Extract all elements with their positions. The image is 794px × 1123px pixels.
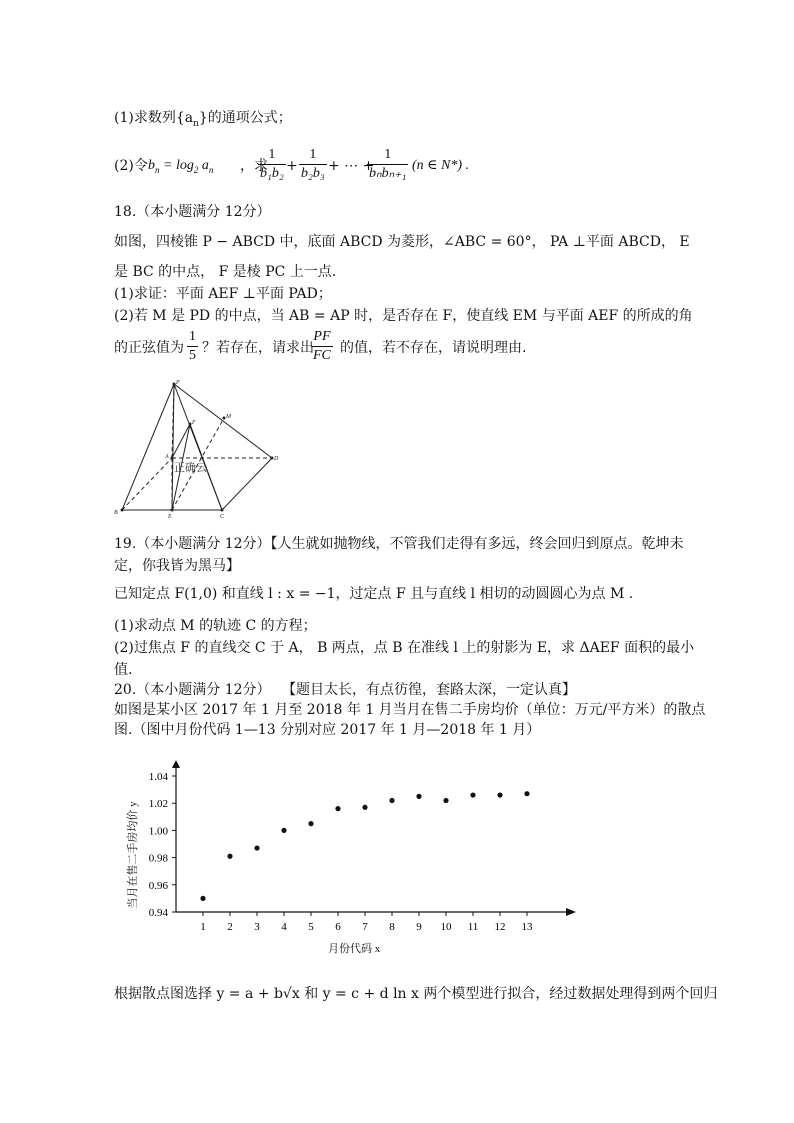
x-tick-label: 3 [254, 921, 260, 933]
label-m: M [226, 414, 231, 420]
label-f: F [192, 420, 196, 426]
label-e: E [168, 514, 172, 520]
q18-stem1: 如图，四棱锥 P − ABCD 中，底面 ABCD 为菱形，∠ABC = 60°， PA ⊥平面 ABCD， E [114, 234, 690, 250]
q17-part1-text: (1)求数列$\{a_n\}$的通项公式； [114, 110, 292, 129]
y-tick-label: 0.94 [148, 907, 168, 919]
q17-frac-3: 1 bₙbₙ₊₁ [369, 147, 407, 181]
x-tick-label: 6 [335, 921, 341, 933]
x-tick-label: 2 [227, 921, 233, 933]
q20-stem1: 如图是某小区 2017 年 1 月至 2018 年 1 月当月在售二手房均价（单位：万元/平方米）的散点 [114, 702, 706, 718]
scatter-point [524, 791, 529, 796]
q17-part2-def: $b_n = \log_2 a_n$ [148, 158, 214, 175]
edge-cd [222, 458, 272, 510]
y-tick-label: 0.96 [148, 879, 168, 892]
q18-part2a: (2)若 M 是 PD 的中点，当 AB = AP 时，是否存在 F，使直线 EM 与平面 AEF 的所成的角 [114, 308, 693, 324]
q17-part2-prefix: (2)令 [114, 158, 148, 174]
q17-part2-mid: ，求 [240, 158, 268, 174]
scatter-point [200, 896, 205, 901]
q19-stem: 已知定点 F(1,0) 和直线 l : x = −1，过定点 F 且与直线 l 相切的动圆圆心为点 M . [114, 586, 634, 602]
x-tick-label: 1 [200, 921, 206, 933]
x-tick-label: 4 [281, 921, 287, 933]
q19-header2: 定，你我皆为黑马】 [114, 558, 240, 574]
scatter-point [470, 792, 475, 797]
edge-pb [122, 384, 174, 510]
x-tick-label: 5 [308, 921, 314, 933]
y-axis-arrow [172, 760, 180, 768]
x-tick-label: 10 [440, 921, 452, 933]
q19-header: 19.（本小题满分 12分）【人生就如抛物线，不管我们走得有多远，终会回归到原点。乾坤未 [114, 536, 684, 552]
q19-part2a: (2)过焦点 F 的直线交 C 于 A， B 两点，点 B 在准线 l 上的射影为 E，求 ΔAEF 面积的最小 [114, 640, 695, 656]
scatter-point [254, 845, 259, 850]
pyramid-figure [110, 372, 290, 522]
x-tick-label: 13 [521, 921, 533, 933]
scatter-point [227, 854, 232, 859]
y-tick-label: 0.98 [148, 852, 168, 865]
scatter-point [308, 821, 313, 826]
q18-frac-1-5: $\frac{1}{5}$ [189, 329, 196, 363]
scatter-chart [118, 760, 588, 960]
scatter-point [389, 798, 394, 803]
scatter-point [443, 798, 448, 803]
x-tick-label: 8 [389, 921, 395, 933]
edge-pd [174, 384, 272, 458]
label-p: P [176, 380, 180, 386]
scatter-point [416, 794, 421, 799]
q19-part2b: 值. [114, 662, 133, 678]
y-tick-label: 1.04 [148, 771, 168, 783]
q20-tail: 根据散点图选择 y = a + b√x 和 y = c + d ln x 两个模型进行拟合，经过数据处理得到两个回归 [114, 986, 718, 1002]
q18-part2b: 的正弦值为 $\frac{1}{5}$ ？若存在，请求出 $\frac{PF}{FC}$ 的值，若不存在，请说明理由. [114, 329, 527, 363]
q17-part2: (2)令 $b_n = \log_2 a_n$ ，求 $\frac{1}{\text{b₁b₂}}$ + $\frac{1}{\text{b₂b₃}}$ + ⋯ + 1 bₙbₙ₊₁ (n ∈ N*) . [114, 147, 470, 181]
q19-part1: (1)求动点 M 的轨迹 C 的方程； [114, 618, 317, 634]
scatter-point [281, 828, 286, 833]
x-tick-label: 9 [416, 921, 422, 933]
q18-header: 18.（本小题满分 12分） [114, 204, 271, 220]
q20-stem2: 图.（图中月份代码 1—13 分别对应 2017 年 1 月—2018 年 1 月） [114, 722, 541, 738]
q17-frac-1: $\frac{1}{\text{b₁b₂}}$ [260, 147, 284, 181]
label-c: C [220, 514, 225, 520]
scatter-point [362, 805, 367, 810]
x-tick-label: 7 [362, 921, 368, 933]
edge-af [172, 424, 190, 458]
label-d: D [274, 456, 279, 462]
q17-part1 [114, 108, 684, 134]
x-tick-label: 11 [467, 921, 479, 933]
q18-stem2: 是 BC 的中点， F 是棱 PC 上一点. [114, 264, 337, 280]
q17-part2-tail: (n ∈ N*) . [412, 158, 470, 173]
scatter-point [497, 792, 502, 797]
q20-header: 20.（本小题满分 12分） 【题目太长，有点彷徨，套路太深，一定认真】 [114, 682, 576, 698]
y-tick-label: 1.00 [148, 825, 168, 838]
q18-part1: (1)求证：平面 AEF ⊥平面 PAD； [114, 286, 332, 302]
label-a: A [165, 454, 169, 460]
edge-ba [122, 458, 172, 510]
y-axis-label: 当月在售二手房均价 y [127, 801, 139, 909]
x-axis-label: 月份代码 x [328, 943, 381, 955]
watermark-text: 正确云 [174, 462, 207, 474]
scatter-point [335, 806, 340, 811]
q18-frac-pf-fc: $\frac{PF}{FC}$ [313, 329, 331, 363]
q17-frac-2: $\frac{1}{\text{b₂b₃}}$ [301, 147, 325, 181]
x-axis-arrow [566, 908, 576, 916]
y-tick-label: 1.02 [148, 798, 168, 811]
label-b: B [114, 510, 118, 516]
x-tick-label: 12 [494, 921, 506, 933]
